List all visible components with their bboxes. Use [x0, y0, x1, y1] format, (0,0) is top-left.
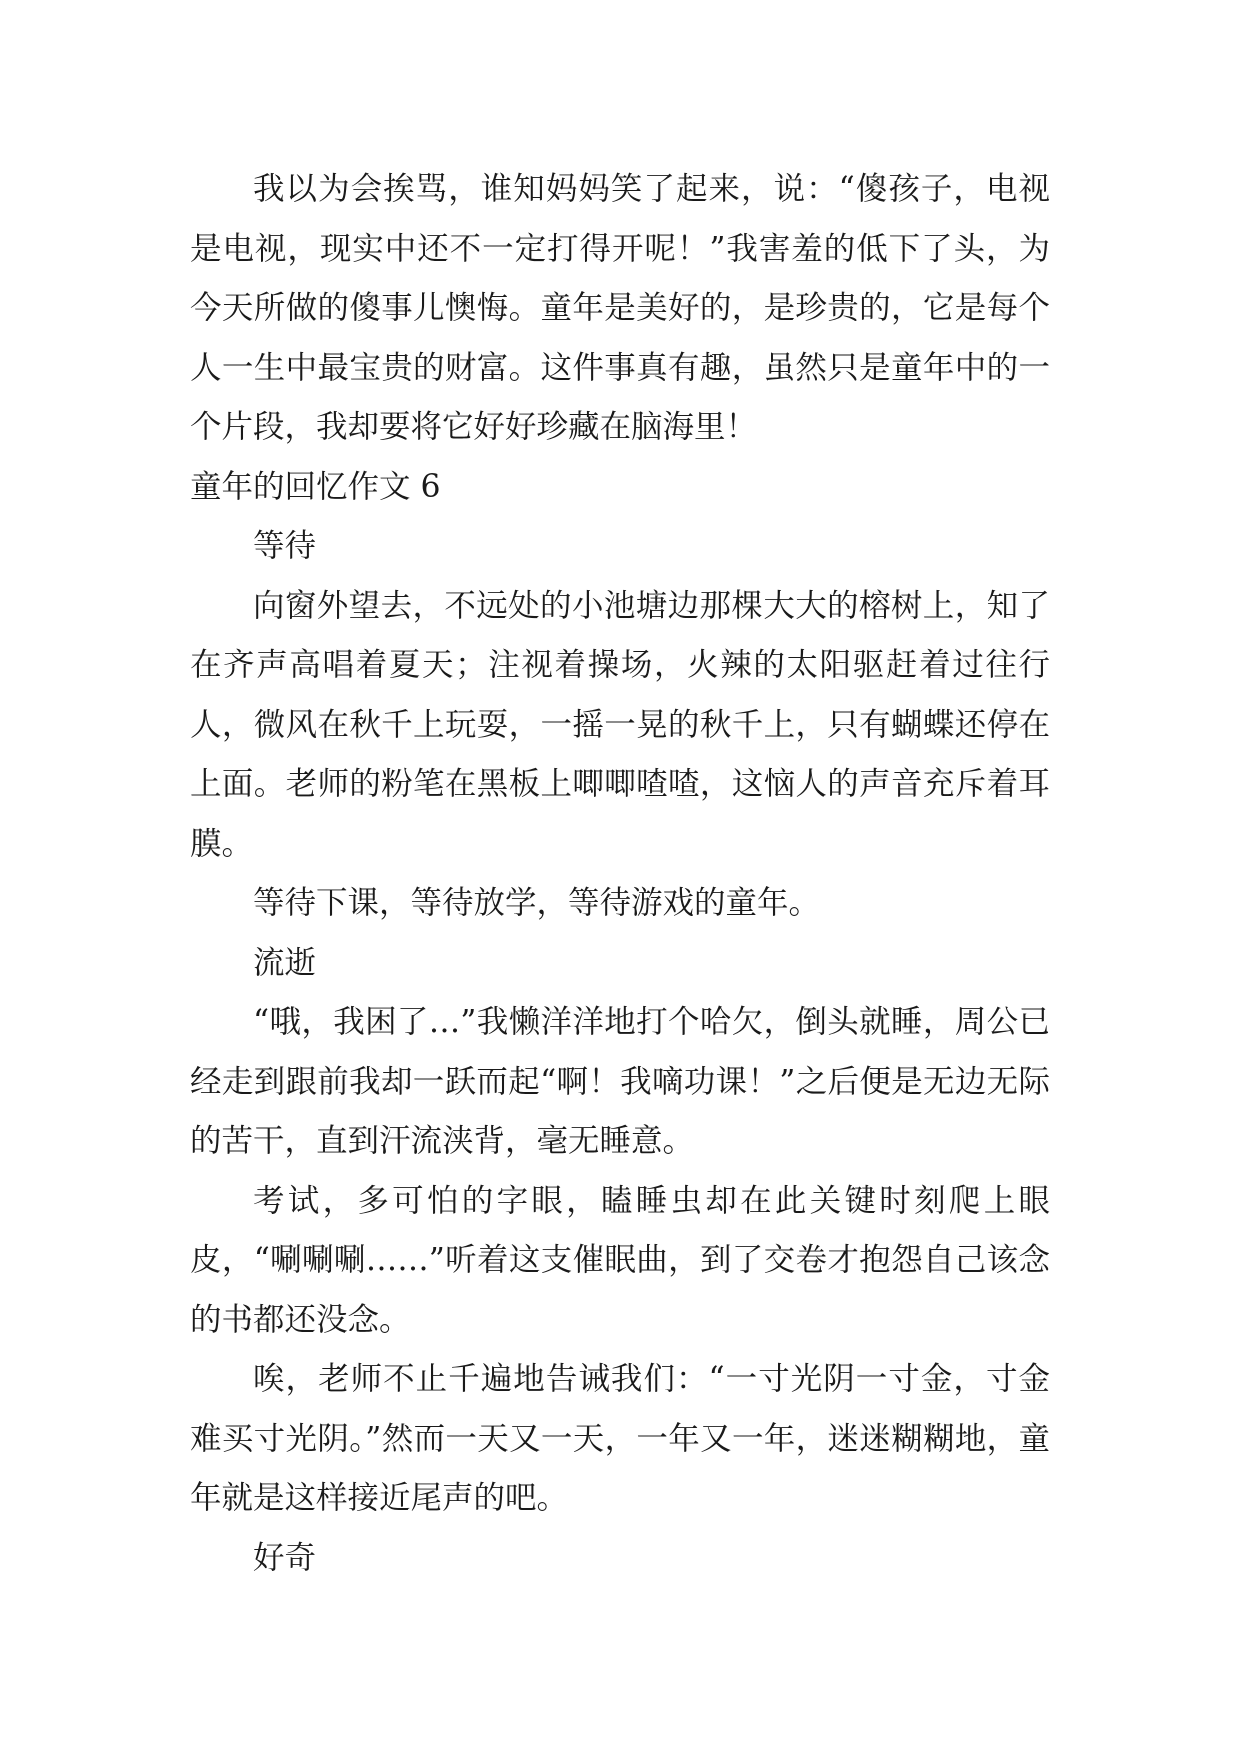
- paragraph-waiting-line: 等待下课，等待放学，等待游戏的童年。: [253, 885, 821, 921]
- paragraph-ending: 我以为会挨骂，谁知妈妈笑了起来，说：“傻孩子，电视是电视，现实中还不一定打得开呢！”我害羞的低下了头，为今天所做的傻事儿懊悔。童年是美好的，是珍贵的，它是每个人一生中最宝贵的财富。这件事真有趣，虽然只是童年中的一个片段，我却要将它好好珍藏在脑海里！: [190, 171, 1050, 445]
- section-heading-curious: 好奇: [253, 1539, 317, 1576]
- paragraph-teacher: 唉，老师不止千遍地告诫我们：“一寸光阴一寸金，寸金难买寸光阴。”然而一天又一天，一年又一年，迷迷糊糊地，童年就是这样接近尾声的吧。: [190, 1361, 1050, 1516]
- paragraph-sleepy: “哦，我困了…”我懒洋洋地打个哈欠，倒头就睡，周公已经走到跟前我却一跃而起“啊！我嘀功课！”之后便是无边无际的苦干，直到汗流浃背，毫无睡意。: [190, 1004, 1050, 1159]
- section-heading-passing: 流逝: [253, 944, 317, 981]
- paragraph-window: 向窗外望去，不远处的小池塘边那棵大大的榕树上，知了在齐声高唱着夏天；注视着操场，火辣的太阳驱赶着过往行人，微风在秋千上玩耍，一摇一晃的秋千上，只有蝴蝶还停在上面。老师的粉笔在黑板上唧唧喳喳，这恼人的声音充斥着耳膜。: [190, 587, 1050, 862]
- essay-title: 童年的回忆作文 6: [190, 468, 441, 505]
- document-body: [190, 160, 1050, 1588]
- section-heading-waiting: 等待: [253, 528, 317, 564]
- paragraph-exam: 考试，多可怕的字眼，瞌睡虫却在此关键时刻爬上眼皮，“唰唰唰……”听着这支催眠曲，到了交卷才抱怨自己该念的书都还没念。: [190, 1182, 1050, 1338]
